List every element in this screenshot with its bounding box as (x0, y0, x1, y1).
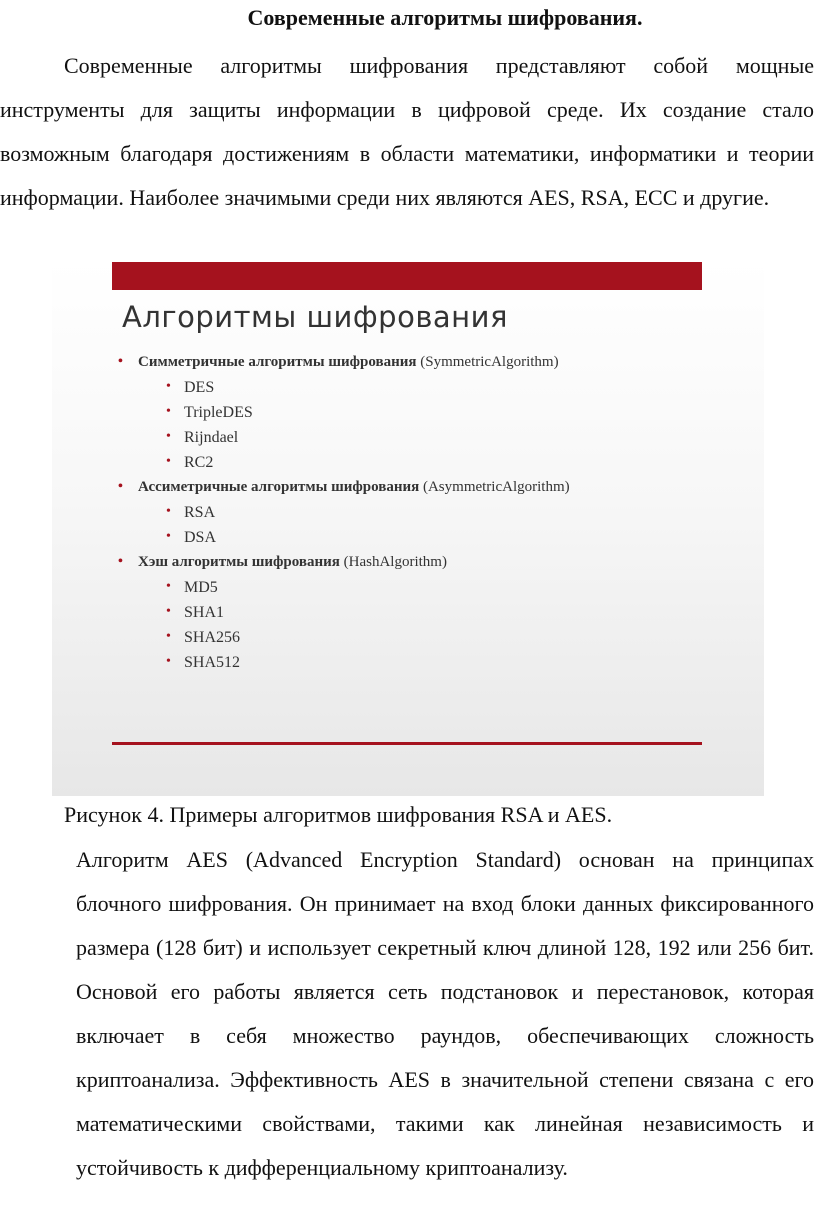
list-item-label: MD5 (184, 579, 218, 596)
list-item (118, 579, 738, 604)
list-item (118, 654, 738, 679)
category-label: Симметричные алгоритмы шифрования (138, 354, 417, 370)
list-category (118, 479, 738, 504)
list-item-label: RSA (184, 504, 216, 521)
slide-image (52, 260, 764, 796)
list-category (118, 354, 738, 379)
bullet-icon: • (166, 604, 171, 619)
category-class-name: (SymmetricAlgorithm) (420, 354, 559, 370)
intro-paragraph: Современные алгоритмы шифрования представляют собой мощные инструменты для защиты информации в цифровой среде. Их создание стало возможным благодаря достижениям в области математики, информатики и теории информации. Наиболее значимыми среди них являются AES, RSA, ECC и другие. (0, 53, 814, 210)
slide-header-bar (112, 262, 702, 290)
bullet-icon: • (166, 454, 171, 469)
list-item (118, 629, 738, 654)
list-item (118, 429, 738, 454)
document-title: Современные алгоритмы шифрования. (247, 5, 643, 30)
list-item-label: Rijndael (184, 429, 239, 446)
figure-caption: Рисунок 4. Примеры алгоритмов шифрования RSA и AES. (64, 802, 613, 827)
slide-title: Алгоритмы шифрования (122, 300, 508, 334)
list-item (118, 529, 738, 554)
list-item-label: SHA512 (184, 654, 241, 671)
bullet-icon: • (166, 379, 171, 394)
category-label: Хэш алгоритмы шифрования (138, 554, 340, 570)
list-item-label: DES (184, 379, 215, 396)
list-item-label: TripleDES (184, 404, 253, 421)
slide-bullet-list (118, 354, 738, 679)
bullet-icon: • (166, 404, 171, 419)
list-item-label: DSA (184, 529, 217, 546)
category-class-name: (HashAlgorithm) (343, 554, 447, 570)
bullet-icon: • (166, 654, 171, 669)
list-item-label: SHA256 (184, 629, 241, 646)
bullet-icon: • (166, 504, 171, 519)
category-label: Ассиметричные алгоритмы шифрования (138, 479, 420, 495)
bullet-icon: • (166, 629, 171, 644)
list-item (118, 379, 738, 404)
list-category (118, 554, 738, 579)
slide-footer-line (112, 742, 702, 745)
list-item-label: SHA1 (184, 604, 225, 621)
list-item-label: RC2 (184, 454, 214, 471)
bullet-icon: • (166, 579, 171, 594)
bullet-icon: • (118, 479, 123, 494)
aes-paragraph: Алгоритм AES (Advanced Encryption Standard) основан на принципах блочного шифрования. Он принимает на вход блоки данных фиксированного размера (128 бит) и использует секретный ключ длиной 128, 192 или 256 бит. Основой его работы является сеть подстановок и перестановок, которая включает в себя множество раундов, обеспечивающих сложность криптоанализа. Эффективность AES в значительной степени связана с его математическими свойствами, такими как линейная независимость и устойчивость к дифференциальному криптоанализу. (76, 847, 814, 1180)
list-item (118, 454, 738, 479)
category-class-name: (AsymmetricAlgorithm) (422, 479, 570, 495)
bullet-icon: • (166, 429, 171, 444)
list-item (118, 604, 738, 629)
bullet-icon: • (118, 354, 123, 369)
bullet-icon: • (166, 529, 171, 544)
bullet-icon: • (118, 554, 123, 569)
list-item (118, 504, 738, 529)
list-item (118, 404, 738, 429)
